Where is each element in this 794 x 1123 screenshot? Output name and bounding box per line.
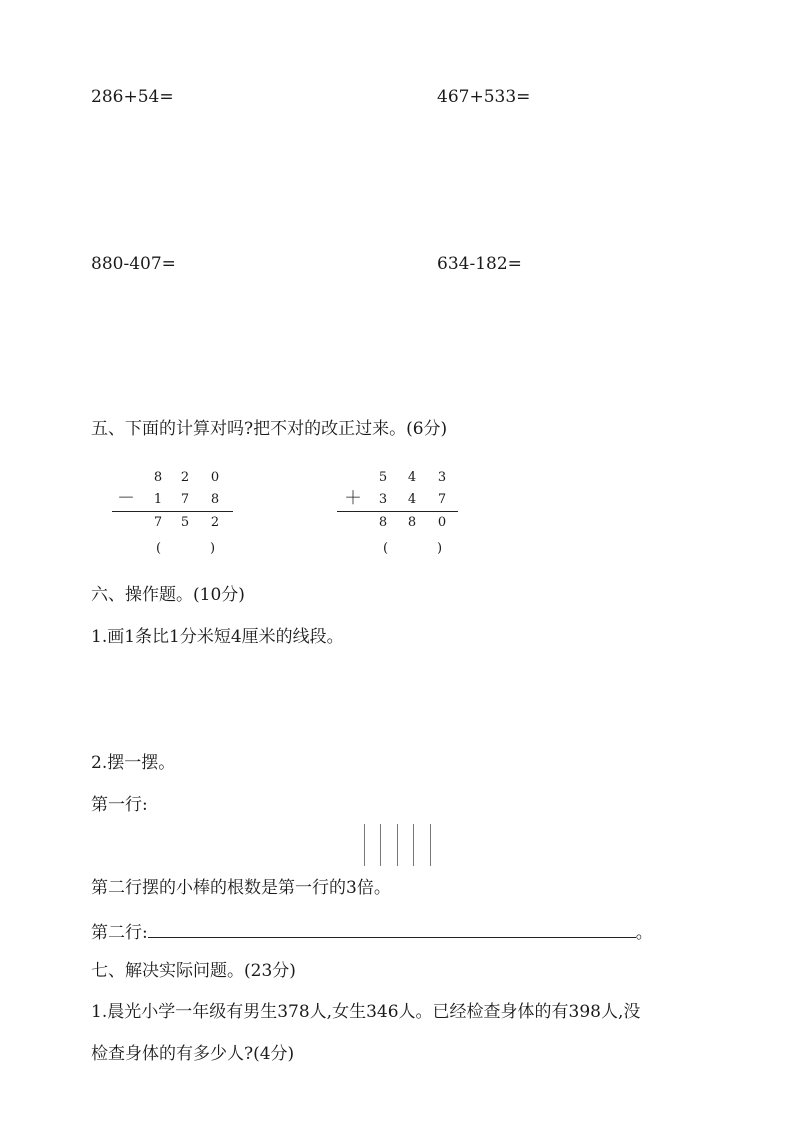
- section6-heading: 六、操作题。(10分): [91, 585, 245, 605]
- row1-label: 第一行:: [91, 795, 148, 815]
- section7-heading: 七、解决实际问题。(23分): [91, 961, 296, 981]
- result-line: [112, 511, 233, 512]
- answer-blank[interactable]: [148, 922, 636, 938]
- row2-label: 第二行:: [91, 923, 148, 943]
- row2-end-mark: 。: [635, 923, 653, 943]
- equation-2: 467+533=: [437, 87, 531, 107]
- digit: 8: [153, 470, 163, 485]
- stick: [364, 824, 365, 866]
- digit: 3: [378, 492, 388, 507]
- equation-1: 286+54=: [91, 87, 174, 107]
- stick: [413, 824, 414, 866]
- question-7-1-line2: 检查身体的有多少人?(4分): [91, 1044, 295, 1064]
- digit: 5: [378, 470, 388, 485]
- digit: 2: [210, 515, 220, 530]
- digit: 5: [180, 515, 190, 530]
- digit: 1: [153, 492, 163, 507]
- digit: 8: [407, 515, 417, 530]
- paren-close: ): [437, 541, 443, 556]
- stick: [430, 824, 431, 866]
- paren-open: (: [156, 541, 162, 556]
- paren-close: ): [210, 541, 216, 556]
- minus-sign: －: [117, 488, 135, 509]
- question-6-2: 2.摆一摆。: [91, 753, 176, 773]
- digit: 3: [437, 470, 447, 485]
- digit: 2: [180, 470, 190, 485]
- equation-3: 880-407=: [91, 254, 176, 274]
- digit: 7: [153, 515, 163, 530]
- stick: [397, 824, 398, 866]
- digit: 0: [210, 470, 220, 485]
- paren-open: (: [383, 541, 389, 556]
- digit: 8: [378, 515, 388, 530]
- digit: 4: [407, 492, 417, 507]
- equation-4: 634-182=: [437, 254, 522, 274]
- row2-instruction: 第二行摆的小棒的根数是第一行的3倍。: [91, 878, 391, 898]
- digit: 0: [437, 515, 447, 530]
- digit: 4: [407, 470, 417, 485]
- stick: [380, 824, 381, 866]
- result-line: [337, 511, 458, 512]
- row2-answer-line: [91, 922, 653, 942]
- digit: 8: [210, 492, 220, 507]
- digit: 7: [180, 492, 190, 507]
- section5-heading: 五、下面的计算对吗?把不对的改正过来。(6分): [91, 419, 448, 439]
- plus-sign: ＋: [344, 488, 362, 509]
- question-7-1-line1: 1.晨光小学一年级有男生378人,女生346人。已经检查身体的有398人,没: [91, 1002, 641, 1022]
- digit: 7: [437, 492, 447, 507]
- question-6-1: 1.画1条比1分米短4厘米的线段。: [91, 627, 344, 647]
